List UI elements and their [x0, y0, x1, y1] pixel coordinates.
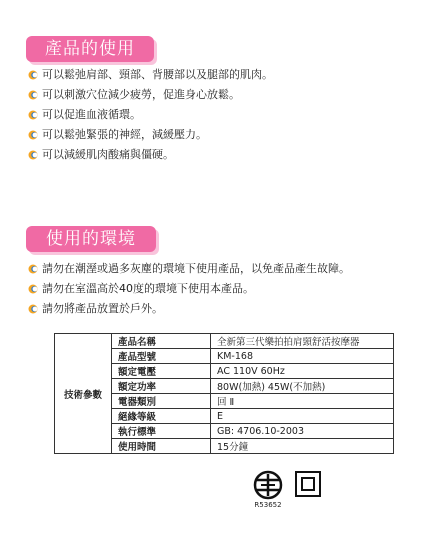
spec-value: KM-168 — [211, 349, 394, 364]
double-insulation-icon — [296, 472, 320, 496]
spec-side-label: 技術參數 — [55, 334, 112, 454]
spec-label: 產品名稱 — [112, 334, 211, 349]
spec-label: 使用時間 — [112, 439, 211, 454]
spec-value: AC 110V 60Hz — [211, 364, 394, 379]
crescent-bullet-icon — [28, 70, 38, 80]
list-item-text: 可以鬆弛緊張的神經，減緩壓力。 — [42, 128, 207, 141]
certification-code: R53652 — [254, 501, 282, 509]
list-item-text: 可以減緩肌肉酸痛與僵硬。 — [42, 148, 174, 161]
spec-label: 產品型號 — [112, 349, 211, 364]
spec-table — [54, 333, 394, 454]
spec-value: GB: 4706.10-2003 — [211, 424, 394, 439]
usage-section-title: 產品的使用 — [26, 36, 154, 62]
bsmi-mark-icon — [255, 472, 281, 498]
spec-value: 回 Ⅱ — [211, 394, 394, 409]
list-item — [28, 262, 350, 282]
crescent-bullet-icon — [28, 110, 38, 120]
list-item — [28, 68, 273, 88]
list-item-text: 可以促進血液循環。 — [42, 108, 141, 121]
list-item-text: 請勿在潮溼或過多灰塵的環境下使用產品，以免產品產生故障。 — [42, 262, 350, 275]
crescent-bullet-icon — [28, 150, 38, 160]
spec-value: 80W(加熱) 45W(不加熱) — [211, 379, 394, 394]
spec-value: E — [211, 409, 394, 424]
environment-section-title: 使用的環境 — [26, 226, 156, 252]
spec-value: 全新第三代樂拍拍肩頸舒活按摩器 — [211, 334, 394, 349]
list-item — [28, 302, 350, 322]
spec-label: 電器類別 — [112, 394, 211, 409]
list-item — [28, 148, 273, 168]
crescent-bullet-icon — [28, 284, 38, 294]
crescent-bullet-icon — [28, 130, 38, 140]
spec-value: 15分鐘 — [211, 439, 394, 454]
list-item — [28, 88, 273, 108]
list-item-text: 請勿在室溫高於40度的環境下使用本產品。 — [42, 282, 254, 295]
list-item-text: 可以鬆弛肩部、頸部、背腰部以及腿部的肌肉。 — [42, 68, 273, 81]
crescent-bullet-icon — [28, 90, 38, 100]
spec-label: 額定電壓 — [112, 364, 211, 379]
spec-label: 絕緣等級 — [112, 409, 211, 424]
list-item — [28, 282, 350, 302]
list-item-text: 可以刺激穴位減少疲勞，促進身心放鬆。 — [42, 88, 240, 101]
spec-label: 額定功率 — [112, 379, 211, 394]
crescent-bullet-icon — [28, 304, 38, 314]
list-item-text: 請勿將產品放置於戶外。 — [42, 302, 163, 315]
list-item — [28, 128, 273, 148]
list-item — [28, 108, 273, 128]
spec-label: 執行標準 — [112, 424, 211, 439]
crescent-bullet-icon — [28, 264, 38, 274]
usage-list — [28, 68, 273, 168]
environment-list — [28, 262, 350, 322]
table-row — [55, 334, 394, 349]
